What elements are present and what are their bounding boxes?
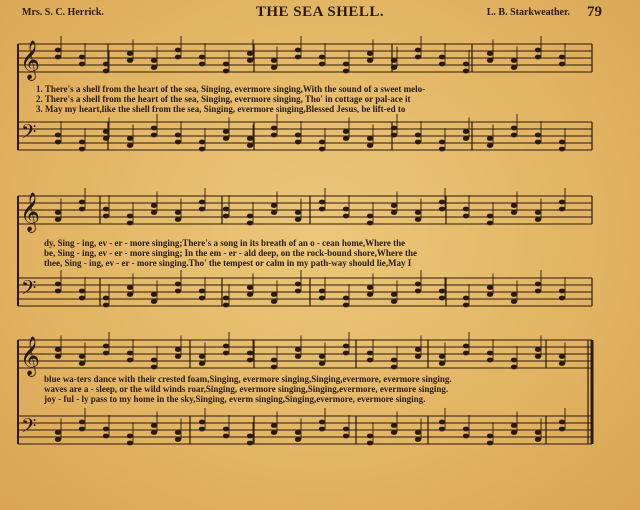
notehead — [151, 430, 157, 435]
notehead — [511, 133, 517, 138]
notehead — [319, 296, 325, 301]
notehead — [295, 210, 301, 215]
notehead — [55, 48, 61, 53]
notehead — [247, 358, 253, 363]
lyric-line: waves are a - sleep, or the wild winds roar,Singing, evermore singing,Singing,evermore, evermore singing. — [44, 384, 449, 394]
notehead — [487, 358, 493, 363]
notehead — [535, 282, 541, 287]
notehead — [559, 427, 565, 432]
notehead — [295, 48, 301, 53]
treble-clef-icon: 𝄞 — [20, 192, 41, 232]
notehead — [175, 282, 181, 287]
notehead — [223, 136, 229, 141]
notehead — [55, 437, 61, 442]
notehead — [79, 147, 85, 152]
notehead — [391, 65, 397, 70]
lyric-line: joy - ful - ly pass to my home in the sky,Singing, everm singing,Singing,evermore, evermore singing. — [44, 394, 426, 404]
notehead — [247, 434, 253, 439]
notehead — [319, 207, 325, 212]
notehead — [151, 65, 157, 70]
notehead — [439, 140, 445, 145]
notehead — [271, 292, 277, 297]
notehead — [319, 420, 325, 425]
notehead — [151, 299, 157, 304]
notehead — [79, 361, 85, 366]
notehead — [103, 62, 109, 67]
notehead — [271, 210, 277, 215]
notehead — [175, 140, 181, 145]
notehead — [391, 365, 397, 370]
notehead — [127, 221, 133, 226]
notehead — [247, 441, 253, 446]
notehead — [415, 354, 421, 359]
notehead — [559, 289, 565, 294]
notehead — [511, 65, 517, 70]
notehead — [127, 51, 133, 56]
notehead — [439, 207, 445, 212]
notehead — [439, 147, 445, 152]
notehead — [319, 289, 325, 294]
bass-clef-icon: 𝄢 — [21, 276, 37, 304]
notehead — [511, 299, 517, 304]
notehead — [295, 354, 301, 359]
notehead — [199, 354, 205, 359]
notehead — [343, 69, 349, 74]
notehead — [55, 133, 61, 138]
notehead — [319, 55, 325, 60]
notehead — [391, 299, 397, 304]
notehead — [199, 55, 205, 60]
notehead — [247, 214, 253, 219]
notehead — [319, 427, 325, 432]
notehead — [127, 434, 133, 439]
notehead — [199, 427, 205, 432]
notehead — [559, 200, 565, 205]
notehead — [223, 214, 229, 219]
lyric-line: dy, Sing - ing, ev - er - more singing;There's a song in its breath of an o - cean home,Where the — [44, 238, 406, 248]
notehead — [463, 207, 469, 212]
notehead — [391, 203, 397, 208]
notehead — [247, 58, 253, 63]
notehead — [127, 351, 133, 356]
notehead — [223, 207, 229, 212]
notehead — [295, 55, 301, 60]
notehead — [271, 126, 277, 131]
notehead — [415, 347, 421, 352]
notehead — [535, 289, 541, 294]
notehead — [439, 420, 445, 425]
notehead — [175, 430, 181, 435]
notehead — [367, 285, 373, 290]
notehead — [343, 207, 349, 212]
notehead — [151, 58, 157, 63]
notehead — [415, 282, 421, 287]
notehead — [463, 344, 469, 349]
bass-clef-icon: 𝄢 — [21, 414, 37, 442]
notehead — [535, 217, 541, 222]
notehead — [487, 214, 493, 219]
notehead — [439, 289, 445, 294]
notehead — [55, 430, 61, 435]
notehead — [319, 354, 325, 359]
notehead — [103, 427, 109, 432]
notehead — [55, 289, 61, 294]
notehead — [319, 361, 325, 366]
notehead — [343, 296, 349, 301]
notehead — [295, 437, 301, 442]
notehead — [367, 358, 373, 363]
notehead — [487, 143, 493, 148]
notehead — [415, 48, 421, 53]
notehead — [55, 347, 61, 352]
notehead — [199, 200, 205, 205]
notehead — [463, 303, 469, 308]
notehead — [487, 221, 493, 226]
bass-clef-icon: 𝄢 — [21, 120, 37, 148]
notehead — [463, 214, 469, 219]
notehead — [391, 358, 397, 363]
notehead — [199, 361, 205, 366]
notehead — [271, 58, 277, 63]
notehead — [295, 140, 301, 145]
notehead — [127, 285, 133, 290]
treble-clef-icon: 𝄞 — [20, 40, 41, 80]
notehead — [487, 441, 493, 446]
notehead — [151, 126, 157, 131]
notehead — [439, 200, 445, 205]
notehead — [343, 351, 349, 356]
notehead — [535, 210, 541, 215]
notehead — [559, 207, 565, 212]
notehead — [79, 207, 85, 212]
notehead — [271, 365, 277, 370]
notehead — [559, 296, 565, 301]
notehead — [535, 347, 541, 352]
notehead — [295, 430, 301, 435]
notehead — [103, 344, 109, 349]
notehead — [223, 427, 229, 432]
notehead — [343, 344, 349, 349]
notehead — [511, 210, 517, 215]
notehead — [463, 427, 469, 432]
notehead — [103, 207, 109, 212]
notehead — [271, 65, 277, 70]
notehead — [559, 147, 565, 152]
notehead — [295, 217, 301, 222]
notehead — [247, 143, 253, 148]
notehead — [511, 430, 517, 435]
notehead — [271, 203, 277, 208]
notehead — [367, 58, 373, 63]
notehead — [439, 354, 445, 359]
notehead — [391, 292, 397, 297]
notehead — [127, 136, 133, 141]
notehead — [79, 354, 85, 359]
notehead — [55, 217, 61, 222]
notehead — [223, 303, 229, 308]
notehead — [175, 217, 181, 222]
notehead — [391, 58, 397, 63]
notehead — [79, 420, 85, 425]
notehead — [103, 136, 109, 141]
song-title: THE SEA SHELL. — [255, 4, 385, 20]
notehead — [175, 437, 181, 442]
notehead — [319, 62, 325, 67]
notehead — [511, 203, 517, 208]
notehead — [511, 58, 517, 63]
notehead — [343, 303, 349, 308]
notehead — [103, 303, 109, 308]
notehead — [295, 289, 301, 294]
notehead — [415, 140, 421, 145]
notehead — [151, 210, 157, 215]
notehead — [127, 292, 133, 297]
notehead — [199, 420, 205, 425]
notehead — [79, 427, 85, 432]
notehead — [415, 217, 421, 222]
notehead — [559, 354, 565, 359]
notehead — [391, 210, 397, 215]
notehead — [175, 48, 181, 53]
notehead — [415, 210, 421, 215]
notehead — [391, 430, 397, 435]
notehead — [103, 434, 109, 439]
notehead — [391, 126, 397, 131]
notehead — [559, 420, 565, 425]
notehead — [463, 69, 469, 74]
notehead — [559, 55, 565, 60]
notehead — [535, 430, 541, 435]
notehead — [487, 136, 493, 141]
notehead — [511, 365, 517, 370]
notehead — [151, 423, 157, 428]
notehead — [295, 282, 301, 287]
composer-credit: L. B. Starkweather. — [486, 7, 570, 18]
notehead — [391, 423, 397, 428]
notehead — [271, 423, 277, 428]
notehead — [223, 69, 229, 74]
notehead — [415, 289, 421, 294]
notehead — [55, 140, 61, 145]
notehead — [247, 351, 253, 356]
notehead — [343, 129, 349, 134]
notehead — [175, 347, 181, 352]
notehead — [295, 347, 301, 352]
notehead — [463, 434, 469, 439]
notehead — [391, 133, 397, 138]
notehead — [463, 62, 469, 67]
notehead — [319, 147, 325, 152]
notehead — [199, 147, 205, 152]
notehead — [199, 140, 205, 145]
notehead — [415, 437, 421, 442]
notehead — [439, 296, 445, 301]
notehead — [223, 344, 229, 349]
notehead — [127, 143, 133, 148]
notehead — [271, 299, 277, 304]
notehead — [487, 292, 493, 297]
notehead — [127, 214, 133, 219]
notehead — [271, 358, 277, 363]
notehead — [343, 136, 349, 141]
notehead — [151, 133, 157, 138]
notehead — [559, 62, 565, 67]
notehead — [151, 292, 157, 297]
notehead — [343, 434, 349, 439]
notehead — [367, 51, 373, 56]
notehead — [151, 365, 157, 370]
notehead — [55, 354, 61, 359]
notehead — [535, 48, 541, 53]
notehead — [271, 430, 277, 435]
notehead — [535, 140, 541, 145]
notehead — [295, 133, 301, 138]
notehead — [151, 358, 157, 363]
notehead — [319, 200, 325, 205]
notehead — [175, 354, 181, 359]
notehead — [79, 200, 85, 205]
page-number: 79 — [587, 4, 602, 20]
notehead — [559, 361, 565, 366]
notehead — [343, 214, 349, 219]
notehead — [487, 58, 493, 63]
notehead — [463, 129, 469, 134]
notehead — [151, 203, 157, 208]
notehead — [103, 129, 109, 134]
notehead — [487, 351, 493, 356]
lyric-line: be, Sing - ing, ev - er - more singing; In the em - er - ald deep, on the rock-bound shore,Where the — [44, 248, 417, 258]
notehead — [439, 62, 445, 67]
notehead — [415, 55, 421, 60]
notehead — [463, 351, 469, 356]
lyric-line: 3. May my heart,like the shell from the sea, Singing, evermore singing,Blessed Jesus, be lift-ed to — [36, 104, 406, 114]
lyric-line: 2. There's a shell from the heart of the sea, Singing, evermore singing, Tho' in cottage or pal-ace it — [36, 94, 411, 104]
lyricist-credit: Mrs. S. C. Herrick. — [22, 7, 104, 18]
notehead — [247, 292, 253, 297]
notehead — [415, 430, 421, 435]
notehead — [367, 143, 373, 148]
notehead — [559, 140, 565, 145]
notehead — [535, 354, 541, 359]
notehead — [535, 55, 541, 60]
notehead — [535, 437, 541, 442]
notehead — [223, 129, 229, 134]
notehead — [127, 58, 133, 63]
notehead — [175, 55, 181, 60]
lyric-line: thee, Sing - ing, ev - er - more singing.Tho' the tempest or calm in my path-way should lie,May I — [44, 258, 412, 268]
notehead — [487, 434, 493, 439]
notehead — [367, 214, 373, 219]
notehead — [103, 351, 109, 356]
lyric-line: 1. There's a shell from the heart of the sea, Singing, evermore singing,With the sound of a sweet melo- — [36, 84, 426, 94]
notehead — [223, 296, 229, 301]
notehead — [367, 434, 373, 439]
notehead — [127, 358, 133, 363]
notehead — [439, 55, 445, 60]
notehead — [367, 351, 373, 356]
notehead — [463, 296, 469, 301]
notehead — [103, 69, 109, 74]
notehead — [319, 140, 325, 145]
notehead — [55, 210, 61, 215]
notehead — [487, 51, 493, 56]
notehead — [55, 282, 61, 287]
notehead — [511, 423, 517, 428]
notehead — [55, 55, 61, 60]
notehead — [79, 62, 85, 67]
notehead — [367, 136, 373, 141]
notehead — [367, 221, 373, 226]
notehead — [487, 285, 493, 290]
treble-clef-icon: 𝄞 — [20, 336, 41, 376]
notehead — [247, 136, 253, 141]
notehead — [343, 62, 349, 67]
notehead — [511, 126, 517, 131]
notehead — [247, 285, 253, 290]
notehead — [199, 289, 205, 294]
notehead — [247, 51, 253, 56]
notehead — [79, 289, 85, 294]
notehead — [535, 133, 541, 138]
notehead — [103, 214, 109, 219]
lyric-line: blue wa-ters dance with their crested foam,Singing, evermore singing,Singing,evermore, evermore singing. — [44, 374, 452, 384]
notehead — [175, 210, 181, 215]
notehead — [271, 133, 277, 138]
notehead — [439, 361, 445, 366]
notehead — [199, 62, 205, 67]
notehead — [439, 427, 445, 432]
notehead — [103, 296, 109, 301]
notehead — [247, 221, 253, 226]
notehead — [367, 441, 373, 446]
notehead — [199, 207, 205, 212]
notehead — [175, 289, 181, 294]
notehead — [199, 296, 205, 301]
notehead — [463, 136, 469, 141]
notehead — [79, 140, 85, 145]
notehead — [367, 292, 373, 297]
notehead — [415, 133, 421, 138]
notehead — [127, 441, 133, 446]
notehead — [79, 55, 85, 60]
notehead — [223, 434, 229, 439]
notehead — [511, 292, 517, 297]
notehead — [223, 62, 229, 67]
notehead — [79, 296, 85, 301]
notehead — [343, 427, 349, 432]
notehead — [511, 358, 517, 363]
notehead — [223, 351, 229, 356]
notehead — [175, 133, 181, 138]
